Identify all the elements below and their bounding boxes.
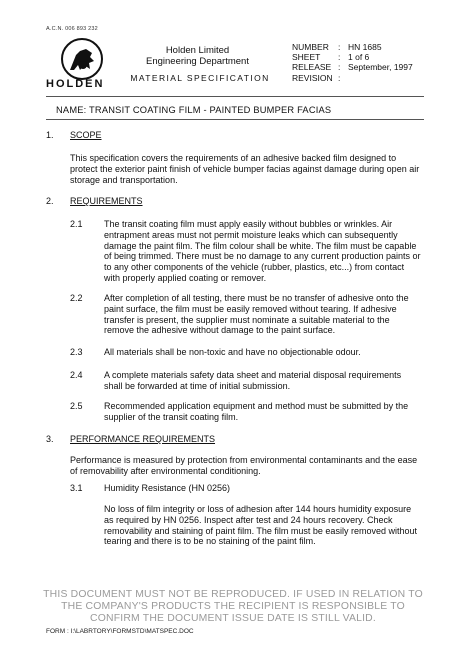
section-number: 2. [46,196,54,206]
company-name: Holden Limited [165,45,230,56]
requirement-2-2-text: After completion of all testing, there must be no transfer of adhesive onto the paint surface, the film must be easily removed without tearing. If adhesive transfer is present, the supplier must nominate a suitable material to the remove the adhesive without damage to the paint surface. [104,293,409,336]
department-name: Engineering Department [146,56,249,67]
document-type: MATERIAL SPECIFICATION [130,73,270,83]
notice-line: THIS DOCUMENT MUST NOT BE REPRODUCED. IF USED IN RELATION TO [43,589,423,600]
meta-value: 1 of 6 [348,52,370,63]
meta-colon: : [338,62,341,73]
form-file-path: FORM : I:\LABRTORY\FORMSTD\MATSPEC.DOC [46,628,194,635]
meta-revision-row [292,73,413,83]
reproduction-notice [30,589,436,625]
meta-sheet-row [292,52,413,62]
meta-number-row [292,42,413,52]
meta-key: NUMBER [292,42,329,52]
section-title-performance: PERFORMANCE REQUIREMENTS [70,434,216,444]
section-title-scope: SCOPE [70,130,102,140]
meta-key: SHEET [292,52,321,63]
notice-line: CONFIRM THE DOCUMENT ISSUE DATE IS STILL VALID. [90,613,376,624]
holden-wordmark: HOLDEN [46,78,105,90]
meta-release-row [292,62,413,72]
subsection-title-humidity: Humidity Resistance (HN 0256) [104,483,231,493]
section-number: 3. [46,434,54,444]
subsection-number: 2.2 [70,293,83,303]
section-title-requirements: REQUIREMENTS [70,196,143,206]
meta-key: RELEASE [292,62,332,73]
requirement-2-1-text: The transit coating film must apply easily without bubbles or wrinkles. Air entrapment areas must not permit moisture leaks which can subsequently damage the paint film. The film colour shall be white. The film must be capable of being trimmed. There must be no damage to any current production paints or to any other components of the vehicle (rubber, plastics, etc...) from contact with properly applied coating or remover. [104,219,421,283]
document-meta [292,42,413,83]
meta-value: HN 1685 [348,42,382,52]
acn-number: A.C.N. 006 893 232 [46,26,98,32]
requirement-2-5-text: Recommended application equipment and method must be submitted by the supplier of the transit coating film. [104,401,409,422]
meta-colon: : [338,72,341,83]
company-block [140,45,255,67]
requirement-2-3-text: All materials shall be non-toxic and have no objectionable odour. [104,347,361,357]
meta-key: REVISION [292,72,333,83]
subsection-number: 2.3 [70,347,83,357]
notice-line: THE COMPANY'S PRODUCTS THE RECIPIENT IS RESPONSIBLE TO [61,601,405,612]
scope-paragraph: This specification covers the requirements of an adhesive backed film designed to protect the exterior paint finish of vehicle bumper facias against damage during open air storage and transportation. [70,153,420,185]
subsection-number: 3.1 [70,483,83,493]
meta-colon: : [338,52,341,63]
requirement-2-4-text: A complete materials safety data sheet and material disposal requirements shall be forwarded at time of initial submission. [104,370,402,391]
subsection-number: 2.4 [70,370,83,380]
header-rule-top [46,96,424,97]
performance-paragraph: Performance is measured by protection from environmental contaminants and the ease of removability after environmental conditioning. [70,455,418,476]
meta-colon: : [338,42,341,52]
subsection-number: 2.1 [70,219,83,229]
meta-value: September, 1997 [348,62,413,73]
document-name: NAME: TRANSIT COATING FILM - PAINTED BUMPER FACIAS [56,105,332,115]
humidity-resistance-text: No loss of film integrity or loss of adhesion after 144 hours humidity exposure as required by HN 0256. Inspect after test and 24 hours recovery. Check removability and staining of paint film. The film must be easily removed without tearing and there is to be no staining of the paint film. [104,504,417,547]
holden-lion-logo [56,37,108,83]
subsection-number: 2.5 [70,401,83,411]
header-rule-bottom [46,119,424,120]
section-number: 1. [46,130,54,140]
